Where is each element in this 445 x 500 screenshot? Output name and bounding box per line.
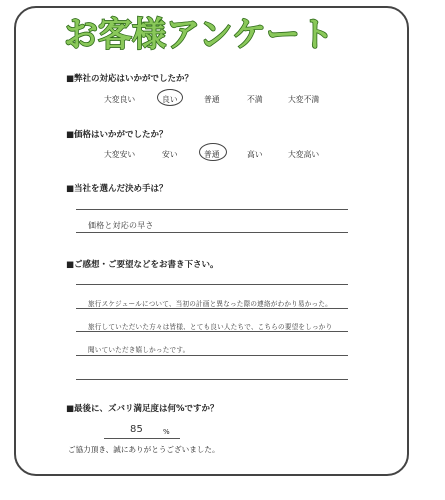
option-price-very-expensive[interactable]: 大変高い (288, 150, 320, 159)
option-service-dissatisfied[interactable]: 不満 (247, 95, 263, 104)
answer-line (76, 284, 348, 285)
answer-line (76, 379, 348, 380)
question-service: ■弊社の対応はいかがでしたか？ (66, 74, 194, 84)
answer-line (76, 308, 348, 309)
selected-circle-service (157, 89, 183, 106)
option-price-normal[interactable]: 普通 (204, 150, 220, 159)
survey-title-text: お客様アンケート (64, 15, 334, 55)
answer-line (76, 232, 348, 233)
satisfaction-value: 85 (130, 424, 144, 435)
option-price-cheap[interactable]: 安い (162, 150, 178, 159)
selected-circle-price (199, 143, 227, 161)
answer-line (76, 209, 348, 210)
answer-deciding-factor: 価格と対応の早さ (88, 221, 154, 230)
comment-line-2: 旅行していただいた方々は皆様、とても良い人たちで、こちらの要望をしっかり (88, 323, 333, 331)
option-price-expensive[interactable]: 高い (247, 150, 263, 159)
option-service-very-dissatisfied[interactable]: 大変不満 (288, 95, 320, 104)
footer-thanks: ご協力頂き、誠にありがとうございました。 (68, 445, 220, 454)
comment-line-1: 旅行スケジュールについて、当初の計画と異なった際の連絡がわかり易かった。 (88, 300, 332, 308)
question-comments: ■ご感想・ご要望などをお書き下さい。 (66, 260, 219, 270)
satisfaction-unit: % (163, 428, 170, 436)
comment-line-3: 聞いていただき嬉しかったです。 (88, 346, 190, 354)
question-satisfaction: ■最後に、ズバリ満足度は何%ですか？ (66, 404, 219, 414)
question-deciding-factor: ■当社を選んだ決め手は？ (66, 184, 168, 194)
satisfaction-line (104, 438, 180, 439)
option-service-very-good[interactable]: 大変良い (104, 95, 136, 104)
option-service-normal[interactable]: 普通 (204, 95, 220, 104)
answer-line (76, 355, 348, 356)
survey-title (62, 8, 382, 58)
option-service-good[interactable]: 良い (162, 95, 178, 104)
option-price-very-cheap[interactable]: 大変安い (104, 150, 136, 159)
answer-line (76, 331, 348, 332)
question-price: ■価格はいかがでしたか？ (66, 130, 168, 140)
